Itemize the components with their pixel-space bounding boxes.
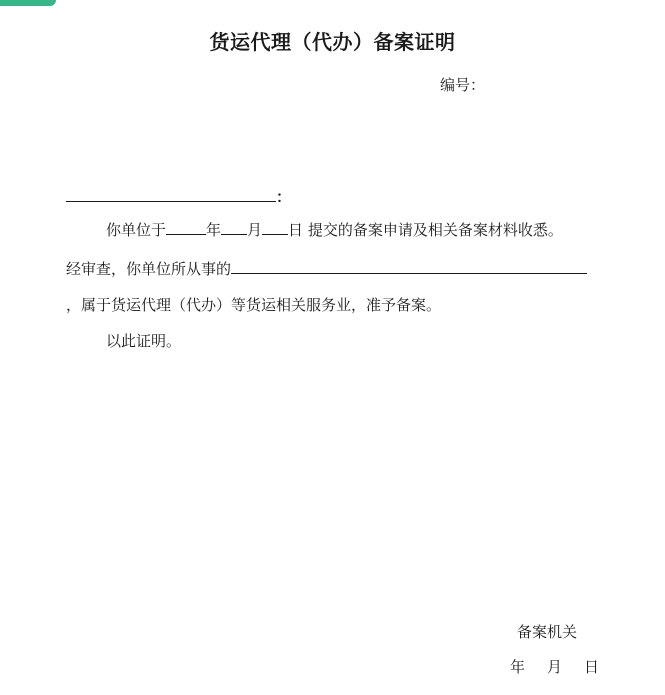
corner-tab [0, 0, 56, 6]
addressee-colon: ： [276, 188, 292, 206]
business-blank [231, 258, 587, 274]
paragraph-submission [106, 219, 563, 240]
day-blank [262, 219, 288, 235]
month-blank [221, 219, 247, 235]
year-blank [166, 219, 206, 235]
paragraph-approval: ，属于货运代理（代办）等货运相关服务业，准予备案。 [66, 296, 442, 314]
signature-date [510, 656, 599, 677]
para1-day: 日 [288, 221, 304, 239]
para1-year: 年 [206, 221, 222, 239]
para2-prefix: 经审查，你单位所从事的 [66, 260, 232, 278]
addressee-blank [66, 186, 276, 202]
addressee-line [66, 186, 291, 207]
para1-prefix: 你单位于 [106, 221, 167, 239]
date-month: 月 [547, 658, 563, 676]
authority-label: 备案机关 [517, 623, 578, 641]
date-day: 日 [584, 658, 600, 676]
document-title: 货运代理（代办）备案证明 [209, 30, 456, 54]
para1-suffix: 提交的备案申请及相关备案材料收悉。 [303, 221, 563, 239]
paragraph-certify: 以此证明。 [106, 332, 182, 350]
date-year: 年 [510, 658, 526, 676]
para1-month: 月 [247, 221, 263, 239]
number-label: 编号： [440, 76, 486, 94]
paragraph-review [66, 258, 587, 279]
